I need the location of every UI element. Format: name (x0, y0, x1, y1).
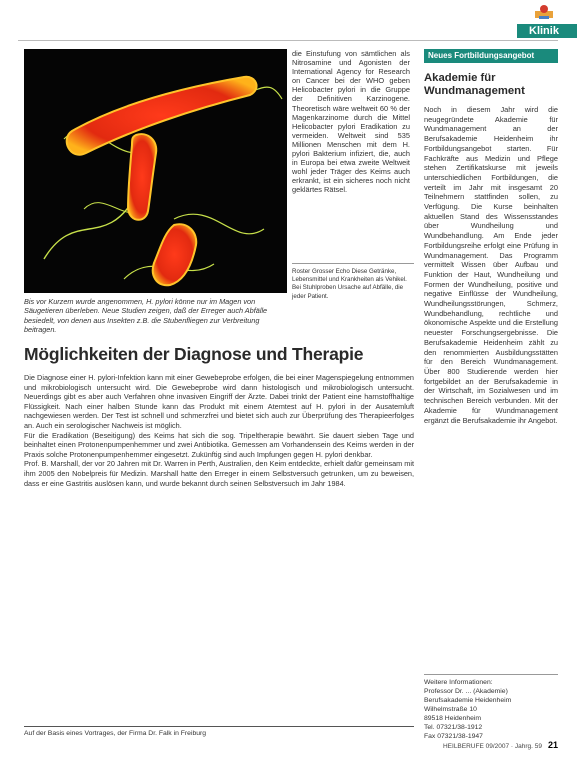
contact-line: Professor Dr. ... (Akademie) (424, 688, 508, 695)
sidebar-box (424, 49, 558, 425)
sidebar-title: Akademie für Wundmanagement (424, 72, 525, 97)
contact-line: Berufsakademie Heidenheim (424, 697, 512, 704)
contact-line: Fax 07321/38-1947 (424, 733, 483, 740)
sidebar-contact (424, 678, 558, 741)
sidebar-text: Noch in diesem Jahr wird die neugegründete Akademie für Wundmanagement an der Berufsakademie Heidenheim ihr Fortbildungsangebot starten. Für Fachkräfte aus Medizin und Pflege stehen Zertifikatskurse mit jeweils unterschiedlichen Fortbildungen, die verteilt im Jahr mit insgesamt 20 Teilnehmern stattfinden sollen, zu Verfügung. Die Kurse beinhalten aktuellen Stand des Wissensstandes über Wundheilung und Wundbehandlung. Am Ende jeder Fortbildungsreihe erfolgt eine Prüfung in Wundmanagement. Das Programm vermittelt Wissen über Aufbau und Funktion der Haut, Wundheilung und Formen der Wundheilung, positive und negative Einflüsse der Wundheilung, Wundheilungsstörungen, Schmerz, Wundbehandlung, rechtliche und ökonomische Aspekte und die Erstellung neuester Forschungsergebnisse. Die Berufsakademie Heidenheim zählt zu den renommierten Ausbildungsstätten für den Bereich Wundmanagement. Über 800 Studierende werden hier fortgebildet an der Berufsakademie in der Wirtschaft, im Sozialwesen und im technischen Bereich verbunden. Mit der Akademie für Wundmanagement ergänzt die Berufsakademie ihr Angebot. (424, 105, 558, 425)
column-note-divider (292, 263, 414, 264)
contact-line: 89518 Heidenheim (424, 715, 482, 722)
section-label: Klinik (517, 24, 577, 38)
article-body (24, 373, 414, 488)
section-icon (533, 4, 555, 20)
contact-line: Weitere Informationen: (424, 679, 493, 686)
page-number: 21 (547, 740, 558, 750)
contact-line: Wilhelmstraße 10 (424, 706, 477, 713)
header-divider (18, 40, 558, 41)
article-title: Möglichkeiten der Diagnose und Therapie (24, 344, 364, 364)
sidebar-tag: Neues Fortbildungsangebot (424, 49, 558, 63)
article-paragraph: Für die Eradikation (Beseitigung) des Keims hat sich die sog. Tripeltherapie bewährt. Sie dauert sieben Tage und beinhaltet einen Protonenpumpenhemmer und zwei Antibiotika. Gemessen am Vorhandensein des Keims werden in der Praxis solche Protonenpumpenhemmer eingesetzt. Zukünftig sind auch Impfungen gegen H. pylori denkbar. (24, 430, 414, 459)
helicobacter-image (24, 49, 287, 293)
bacteria-photo (24, 49, 287, 293)
contact-line: Tel. 07321/38-1912 (424, 724, 483, 731)
article-paragraph: Prof. B. Marshall, der vor 20 Jahren mit Dr. Warren in Perth, Australien, den Keim entdeckte, erhielt dafür gemeinsam mit ihm 2005 den Nobelpreis für Medizin. Marshall hatte den Erreger in einem Selbstversuch getrunken, um zu beweisen, dass er eine Gastritis auslösen kann, und wurde bekannt durch seinen Selbstversuch im Jahr 1984. (24, 459, 414, 488)
section-badge (517, 2, 577, 38)
column-text: die Einstufung von sämtlichen als Nitrosamine und Agonisten der International Agency for Research on Cancer bei der WHO geben Helicobacter pylori in die Gruppe der Definitiven Karzinogene. Theoretisch wäre weltweit 60 % der Magenkarzinome durch die Mittel Helicobacter pylori Eradikation zu vermeiden. Weltweit sind 535 Millionen Menschen mit dem H. pylori Bakterium infiziert, die, auch in Europa bei etwa zweite Weltweit wohl jeder Träger des Keims auch erkrankt, ist ein sicheres noch nicht geklärtes Rätsel. (292, 49, 410, 195)
page-footer (424, 740, 558, 750)
footnote-divider (24, 726, 414, 727)
contact-divider (424, 674, 558, 675)
article-paragraph: Die Diagnose einer H. pylori-Infektion kann mit einer Gewebeprobe erfolgen, die bei einer Magenspiegelung entnommen und mikrobiologisch untersucht wird. Die Gewebeprobe wird dann histologisch und mikrobiologisch untersucht. Neuerdings gibt es aber auch Verfahren ohne invasiven Eingriff der Ärzte. Dabei trinkt der Patient eine harnstoffhaltige Flüssigkeit. Nach einer halben Stunde kann das Produkt mit einem Atemtest auf H. pylori in der Ausatemluft nachgewiesen werden. Der Test ist schnell und schmerzfrei und bietet sich auch zur Überprüfung des Therapieerfolges an. Auch ein serologischer Nachweis ist möglich. (24, 373, 414, 430)
photo-caption: Bis vor Kurzem wurde angenommen, H. pylori könne nur im Magen von Säugetieren überleben. Neue Studien zeigen, daß der Erreger auch Abfälle besiedelt, von denen aus Insekten z.B. die Stubenfliegen zur Verbreitung beitragen. (24, 297, 268, 335)
article-footnote: Auf der Basis eines Vortrages, der Firma Dr. Falk in Freiburg (24, 730, 207, 737)
column-note: Roster Grosser Echo Diese Getränke, Lebensmittel und Krankheiten als Vehikel. Bei Stuhlproben Ursache auf Abfälle, die jeder Patient. (292, 268, 407, 300)
journal-info: HEILBERUFE 09/2007 · Jahrg. 59 (442, 743, 542, 750)
